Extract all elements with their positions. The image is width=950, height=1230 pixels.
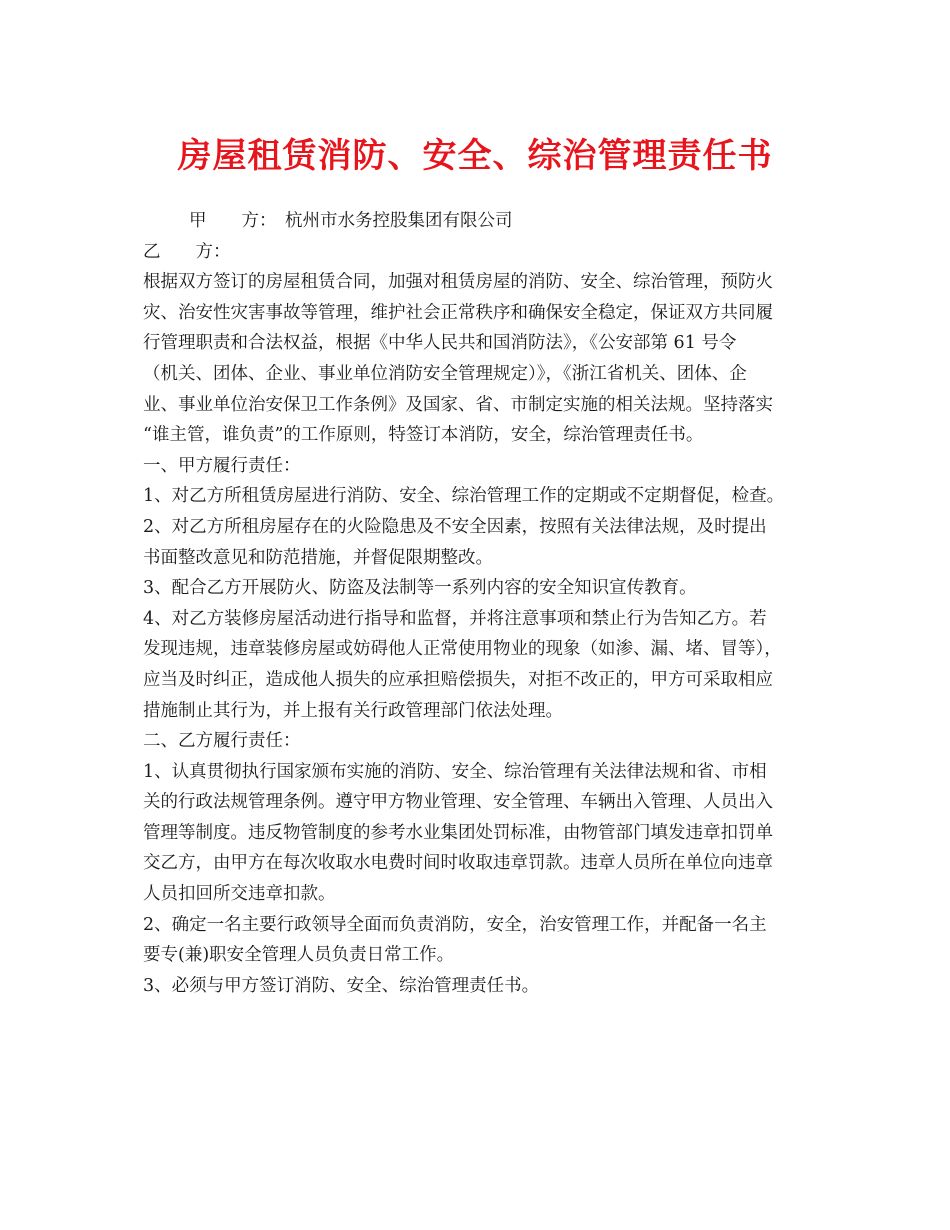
- section-b-item-2: [143, 910, 815, 971]
- section-a-item-3: [143, 573, 815, 604]
- section-b-item-line: 关的行政法规管理条例。遵守甲方物业管理、安全管理、车辆出入管理、人员出入: [143, 792, 773, 813]
- intro-line: （机关、团体、企业、事业单位消防安全管理规定）》，《浙江省机关、团体、企: [143, 363, 747, 384]
- party-a-label: 甲 方：: [189, 211, 277, 231]
- section-a-item-line: 4、对乙方装修房屋活动进行指导和监督，并将注意事项和禁止行为告知乙方。若: [143, 608, 767, 629]
- section-a-item-2: [143, 512, 815, 573]
- section-a-item-line: 发现违规，违章装修房屋或妨碍他人正常使用物业的现象（如渗、漏、堵、冒等），: [143, 639, 782, 660]
- section-a-item-line: 3、配合乙方开展防火、防盗及法制等一系列内容的安全知识宣传教育。: [143, 578, 697, 599]
- party-b-line: [143, 237, 815, 268]
- section-a-item-line: 1、对乙方所租赁房屋进行消防、安全、综治管理工作的定期或不定期督促，检查。: [143, 486, 785, 507]
- section-b-item-line: 3、必须与甲方签订消防、安全、综治管理责任书。: [143, 975, 540, 996]
- section-b-heading: 二、乙方履行责任：: [143, 731, 301, 752]
- section-a-item-1: [143, 481, 815, 512]
- section-b-item-line: 人员扣回所交违章扣款。: [143, 884, 336, 905]
- party-a-line: [143, 206, 815, 237]
- section-b-item-1: [143, 757, 815, 910]
- section-b-item-line: 交乙方，由甲方在每次收取水电费时间时收取违章罚款。违章人员所在单位向违章: [143, 853, 773, 874]
- section-b-item-line: 管理等制度。违反物管制度的参考水业集团处罚标准，由物管部门填发违章扣罚单: [143, 822, 773, 843]
- section-a-item-4: [143, 604, 815, 726]
- intro-line: 根据双方签订的房屋租赁合同，加强对租赁房屋的消防、安全、综治管理，预防火: [143, 272, 773, 293]
- section-b-item-line: 2、确定一名主要行政领导全面而负责消防，安全，治安管理工作，并配备一名主: [143, 914, 767, 935]
- section-a-item-line: 书面整改意见和防范措施，并督促限期整改。: [143, 547, 493, 568]
- intro-paragraph: [143, 267, 815, 451]
- intro-line: 业、事业单位治安保卫工作条例》及国家、省、市制定实施的相关法规。坚持落实: [143, 394, 773, 415]
- section-b-item-line: 1、认真贯彻执行国家颁布实施的消防、安全、综治管理有关法律法规和省、市相: [143, 761, 767, 782]
- intro-line: 灾、治安性灾害事故等管理，维护社会正常秩序和确保安全稳定，保证双方共同履: [143, 302, 773, 323]
- intro-line: “谁主管，谁负责”的工作原则，特签订本消防，安全，综治管理责任书。: [143, 425, 704, 446]
- party-a-value: 杭州市水务控股集团有限公司: [285, 211, 513, 231]
- section-a-item-line: 2、对乙方所租房屋存在的火险隐患及不安全因素，按照有关法律法规，及时提出: [143, 516, 767, 537]
- party-b-label: 乙 方：: [143, 241, 231, 262]
- section-b-item-3: [143, 971, 815, 1002]
- section-a-item-line: 应当及时纠正，造成他人损失的应承担赔偿损失，对拒不改正的，甲方可采取相应: [143, 669, 773, 690]
- section-a-heading: 一、甲方履行责任：: [143, 455, 301, 476]
- document-body: [143, 206, 815, 1001]
- intro-line: 行管理职责和合法权益，根据《中华人民共和国消防法》，《公安部第 61 号令: [143, 333, 737, 354]
- section-b-item-line: 要专(兼)职安全管理人员负责日常工作。: [143, 945, 455, 966]
- section-a-item-line: 措施制止其行为，并上报有关行政管理部门依法处理。: [143, 700, 563, 721]
- document-title: 房屋租赁消防、安全、综治管理责任书: [177, 136, 773, 176]
